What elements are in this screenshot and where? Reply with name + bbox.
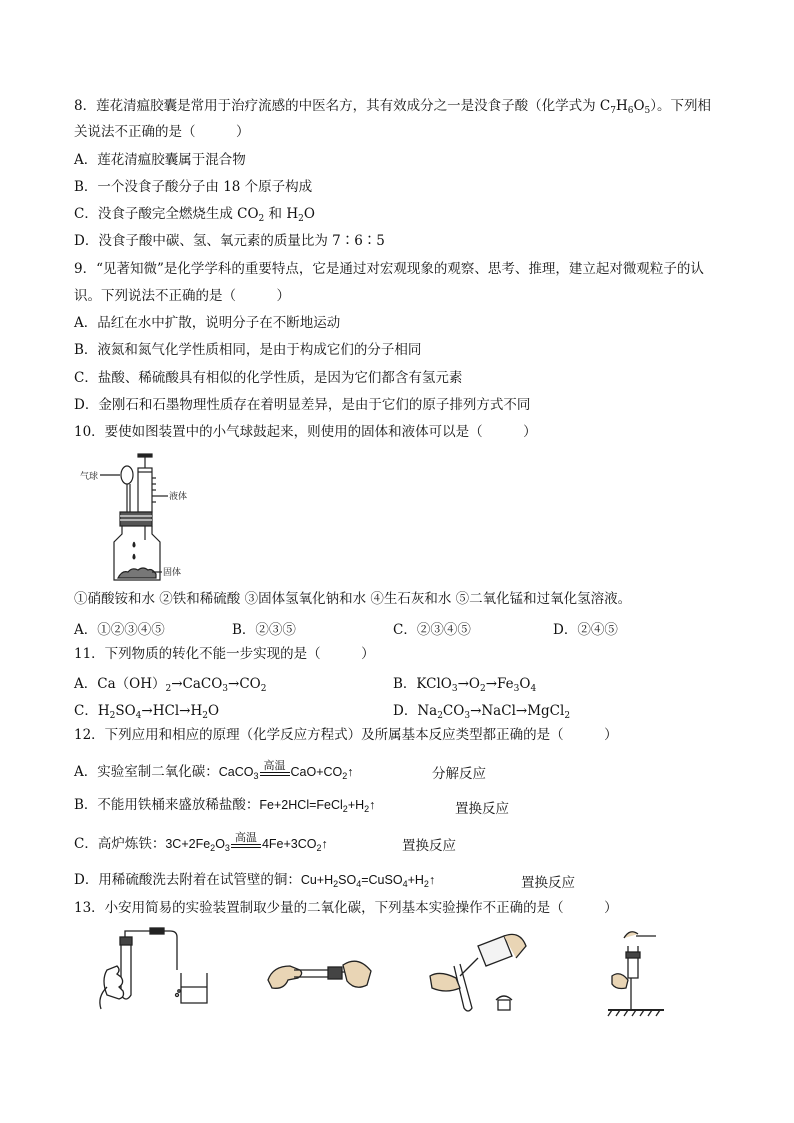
q8-option-c: C．没食子酸完全燃烧生成 $CO_2$ 和 $H_2O$ <box>74 206 315 224</box>
q11-option-d: D．$Na_2CO_3\to NaCl\to MgCl_2$ <box>393 703 571 721</box>
q12-option-a: A．实验室制二氧化碳：CaCO$_3$ 高温 $CaO+CO_2↑$ <box>74 760 354 781</box>
reaction-condition: 高温 <box>260 770 290 776</box>
q12-stem: 12．下列应用和相应的原理（化学反应方程式）及所属基本反应类型都正确的是（ ） <box>74 727 618 743</box>
q8-stem-line1: 8．莲花清瘟胶囊是常用于治疗流感的中医名方，其有效成分之一是没食子酸（化学式为 $C_7H_6O_5$）。下列相 <box>74 98 712 116</box>
q10-option-b: B．②③⑤ <box>232 622 296 638</box>
q12-option-b: B．不能用铁桶来盛放稀盐酸：$Fe+2HCl=FeCl_2+H_2↑$ <box>74 797 376 814</box>
q8-option-a: A．莲花清瘟胶囊属于混合物 <box>74 152 246 168</box>
q8-option-b: B．一个没食子酸分子由 18 个原子构成 <box>74 179 313 195</box>
q12-b-reaction-type: 置换反应 <box>455 801 509 817</box>
q10-option-d: D．②④⑤ <box>553 622 618 638</box>
q9-stem-line1: 9．“见著知微”是化学学科的重要特点，它是通过对宏观现象的观察、思考、推理，建立起对微观粒子的认 <box>74 261 704 277</box>
pouring-acid-figure <box>420 928 530 1018</box>
q10-option-c: C．②③④⑤ <box>393 622 471 638</box>
q9-option-a: A．品红在水中扩散，说明分子在不断地运动 <box>74 315 341 331</box>
q10-option-a: A．①②③④⑤ <box>74 622 165 638</box>
q12-a-reaction-type: 分解反应 <box>432 766 486 782</box>
flame-test-figure <box>598 928 668 1018</box>
liquid-label: 液体 <box>169 492 188 502</box>
q13-stem: 13．小安用简易的实验装置制取少量的二氧化碳，下列基本实验操作不正确的是（ ） <box>74 900 618 916</box>
q12-d-reaction-type: 置换反应 <box>521 875 575 891</box>
q8-stem-line2: 关说法不正确的是（ ） <box>74 124 250 140</box>
q11-option-a: A．$Ca(OH)_2\to CaCO_3\to CO_2$ <box>74 676 267 694</box>
q12-c-reaction-type: 置换反应 <box>402 838 456 854</box>
tube-connection-figure <box>258 950 378 1005</box>
q12-option-c: C．高炉炼铁：$3C+2Fe_2O_3$ 高温 $4Fe+3CO_2↑$ <box>74 832 328 853</box>
balloon-label: 气球 <box>80 472 99 482</box>
airtightness-check-figure <box>95 925 220 1015</box>
q9-option-d: D．金刚石和石墨物理性质存在着明显差异，是由于它们的原子排列方式不同 <box>74 397 531 413</box>
reaction-condition: 高温 <box>231 842 261 848</box>
q11-option-c: C．$H_2SO_4\to HCl\to H_2O$ <box>74 703 220 721</box>
q12-option-d: D．用稀硫酸洗去附着在试管壁的铜：$Cu+H_2SO_4=CuSO_4+H_2↑$ <box>74 872 436 889</box>
q9-option-c: C．盐酸、稀硫酸具有相似的化学性质，是因为它们都含有氢元素 <box>74 370 463 386</box>
q10-choices: ①硝酸铵和水 ②铁和稀硫酸 ③固体氢氧化钠和水 ④生石灰和水 ⑤二氧化锰和过氧化氢溶液。 <box>74 591 632 607</box>
balloon-apparatus-figure <box>80 450 200 585</box>
q10-stem: 10．要使如图装置中的小气球鼓起来，则使用的固体和液体可以是（ ） <box>74 424 537 440</box>
q9-stem-line2: 识。下列说法不正确的是（ ） <box>74 288 290 304</box>
q11-option-b: B．$KClO_3\to O_2\to Fe_3O_4$ <box>393 676 537 694</box>
solid-label: 固体 <box>163 568 182 578</box>
q8-option-d: D．没食子酸中碳、氢、氧元素的质量比为 7∶6∶5 <box>74 233 385 249</box>
q11-stem: 11．下列物质的转化不能一步实现的是（ ） <box>74 646 375 662</box>
q9-option-b: B．液氮和氮气化学性质相同，是由于构成它们的分子相同 <box>74 342 422 358</box>
